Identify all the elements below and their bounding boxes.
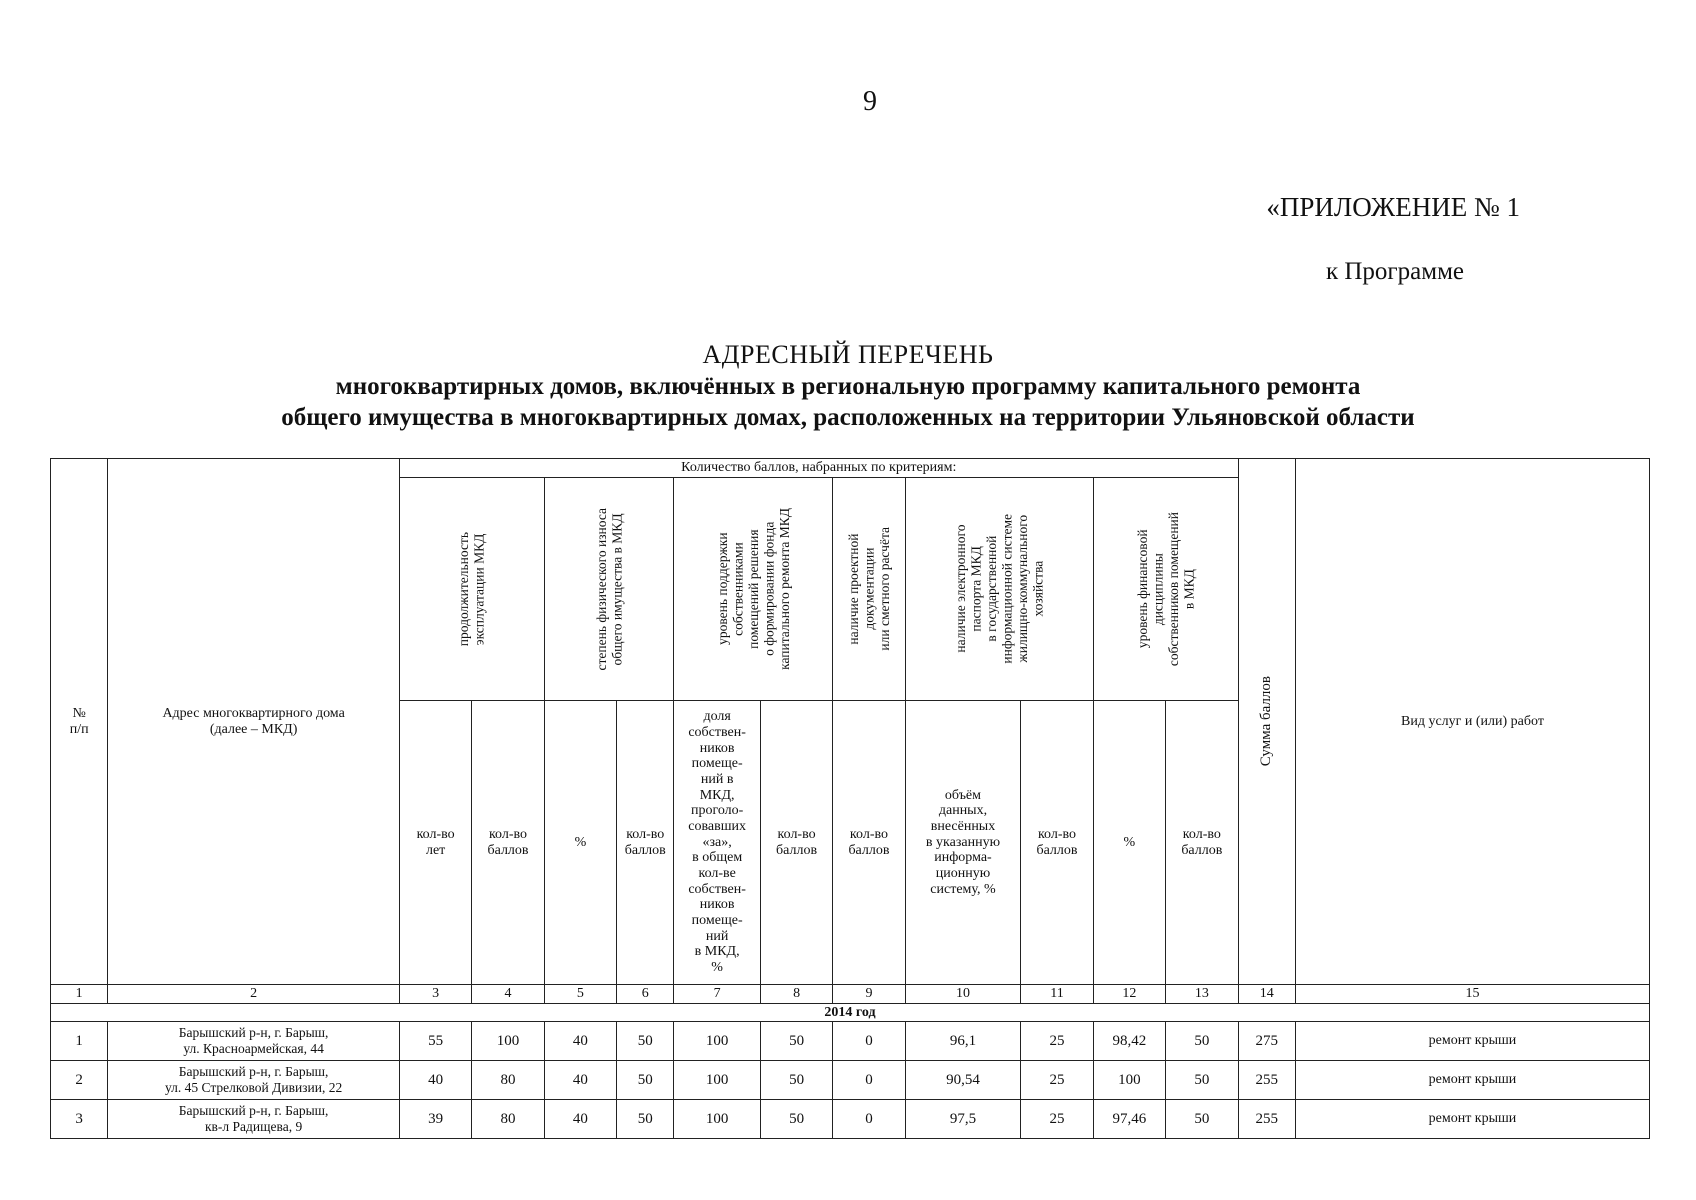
cell-duration-points: 100: [472, 1022, 544, 1061]
cell-works: ремонт крыши: [1295, 1022, 1649, 1061]
cell-design-points: 0: [833, 1022, 905, 1061]
column-number: 14: [1238, 985, 1295, 1004]
subheader-percent-12: %: [1093, 701, 1165, 985]
year-row: 2014 год: [51, 1004, 1650, 1022]
row-address: Барышский р-н, г. Барыш, кв-л Радищева, 9: [108, 1100, 400, 1139]
row-address: Барышский р-н, г. Барыш, ул. Красноармейская, 44: [108, 1022, 400, 1061]
subheader-points-6: кол-во баллов: [617, 701, 674, 985]
appendix-subtitle: к Программе: [1325, 258, 1464, 285]
header-crit-design-text: наличие проектной документации или сметного расчёта: [845, 527, 892, 651]
address-register-table: [50, 458, 1650, 1139]
subheader-points-13: кол-во баллов: [1166, 701, 1239, 985]
header-crit-wear: [544, 478, 674, 701]
column-number: 11: [1021, 985, 1093, 1004]
cell-design-points: 0: [833, 1100, 905, 1139]
row-number: 3: [51, 1100, 108, 1139]
header-crit-passport-text: наличие электронного паспорта МКД в государственной информационной системе жилищно-коммунального хозяйства: [952, 514, 1046, 664]
header-criteria-group: Количество баллов, набранных по критериям:: [399, 459, 1238, 478]
cell-wear-percent: 40: [544, 1061, 616, 1100]
table-row: [51, 1061, 1650, 1100]
cell-finance-percent: 97,46: [1093, 1100, 1165, 1139]
column-number: 6: [617, 985, 674, 1004]
column-number: 8: [760, 985, 832, 1004]
subheader-volume: объём данных, внесённых в указанную информа- ционную систему, %: [905, 701, 1021, 985]
column-number: 10: [905, 985, 1021, 1004]
cell-years: 39: [399, 1100, 471, 1139]
cell-wear-points: 50: [617, 1022, 674, 1061]
subheader-points-11: кол-во баллов: [1021, 701, 1093, 985]
column-number: 4: [472, 985, 544, 1004]
cell-finance-percent: 100: [1093, 1061, 1165, 1100]
row-number: 1: [51, 1022, 108, 1061]
cell-support-points: 50: [760, 1022, 832, 1061]
cell-support-share: 100: [674, 1061, 760, 1100]
cell-duration-points: 80: [472, 1061, 544, 1100]
column-number: 9: [833, 985, 905, 1004]
cell-wear-percent: 40: [544, 1022, 616, 1061]
document-subtitle-line2: общего имущества в многоквартирных домах, расположенных на территории Ульяновской области: [281, 404, 1415, 431]
cell-support-points: 50: [760, 1061, 832, 1100]
row-address: Барышский р-н, г. Барыш, ул. 45 Стрелковой Дивизии, 22: [108, 1061, 400, 1100]
column-numbers-row: [51, 985, 1650, 1004]
row-number: 2: [51, 1061, 108, 1100]
document-subtitle-line1: многоквартирных домов, включённых в региональную программу капитального ремонта: [335, 373, 1361, 400]
cell-works: ремонт крыши: [1295, 1100, 1649, 1139]
column-number: 7: [674, 985, 760, 1004]
cell-duration-points: 80: [472, 1100, 544, 1139]
cell-finance-points: 50: [1166, 1061, 1239, 1100]
subheader-points-8: кол-во баллов: [760, 701, 832, 985]
header-crit-support-text: уровень поддержки собственниками помещений решения о формировании фонда капитального ремонта МКД: [714, 508, 792, 670]
cell-finance-points: 50: [1166, 1100, 1239, 1139]
cell-wear-percent: 40: [544, 1100, 616, 1139]
header-num: № п/п: [51, 459, 108, 985]
cell-passport-volume: 90,54: [905, 1061, 1021, 1100]
subheader-share: доля собствен- ников помеще- ний в МКД, проголо- совавших «за», в общем кол-ве собствен- ников помеще- ний в МКД, %: [674, 701, 760, 985]
cell-works: ремонт крыши: [1295, 1061, 1649, 1100]
appendix-title: «ПРИЛОЖЕНИЕ № 1: [1266, 192, 1520, 222]
subheader-points-4: кол-во баллов: [472, 701, 544, 985]
subheader-percent-5: %: [544, 701, 616, 985]
cell-years: 55: [399, 1022, 471, 1061]
subheader-points-9: кол-во баллов: [833, 701, 905, 985]
document-title: АДРЕСНЫЙ ПЕРЕЧЕНЬ: [702, 340, 994, 369]
header-crit-design: [833, 478, 905, 701]
table-row: [51, 1100, 1650, 1139]
subheader-years: кол-во лет: [399, 701, 471, 985]
column-number: 1: [51, 985, 108, 1004]
cell-sum: 275: [1238, 1022, 1295, 1061]
header-crit-duration: [399, 478, 544, 701]
header-crit-finance-text: уровень финансовой дисциплины собственников помещений в МКД: [1134, 511, 1197, 667]
header-sum: [1238, 459, 1295, 985]
cell-support-points: 50: [760, 1100, 832, 1139]
header-crit-finance: [1093, 478, 1238, 701]
column-number: 15: [1295, 985, 1649, 1004]
table-row: [51, 1022, 1650, 1061]
column-number: 2: [108, 985, 400, 1004]
column-number: 5: [544, 985, 616, 1004]
column-number: 13: [1166, 985, 1239, 1004]
header-crit-support: [674, 478, 833, 701]
cell-support-share: 100: [674, 1100, 760, 1139]
cell-finance-points: 50: [1166, 1022, 1239, 1061]
cell-support-share: 100: [674, 1022, 760, 1061]
cell-sum: 255: [1238, 1061, 1295, 1100]
column-number: 12: [1093, 985, 1165, 1004]
header-address: Адрес многоквартирного дома (далее – МКД): [108, 459, 400, 985]
cell-passport-points: 25: [1021, 1100, 1093, 1139]
header-crit-passport: [905, 478, 1093, 701]
header-works: Вид услуг и (или) работ: [1295, 459, 1649, 985]
header-crit-wear-text: степень физического износа общего имущества в МКД: [593, 507, 625, 671]
header-crit-duration-text: продолжительность эксплуатации МКД: [456, 531, 487, 647]
cell-wear-points: 50: [617, 1100, 674, 1139]
cell-finance-percent: 98,42: [1093, 1022, 1165, 1061]
cell-passport-points: 25: [1021, 1022, 1093, 1061]
cell-wear-points: 50: [617, 1061, 674, 1100]
cell-years: 40: [399, 1061, 471, 1100]
cell-passport-volume: 97,5: [905, 1100, 1021, 1139]
page-number: 9: [863, 86, 877, 117]
header-sum-text: Сумма баллов: [1258, 676, 1275, 767]
cell-design-points: 0: [833, 1061, 905, 1100]
cell-passport-volume: 96,1: [905, 1022, 1021, 1061]
cell-passport-points: 25: [1021, 1061, 1093, 1100]
column-number: 3: [399, 985, 471, 1004]
cell-sum: 255: [1238, 1100, 1295, 1139]
